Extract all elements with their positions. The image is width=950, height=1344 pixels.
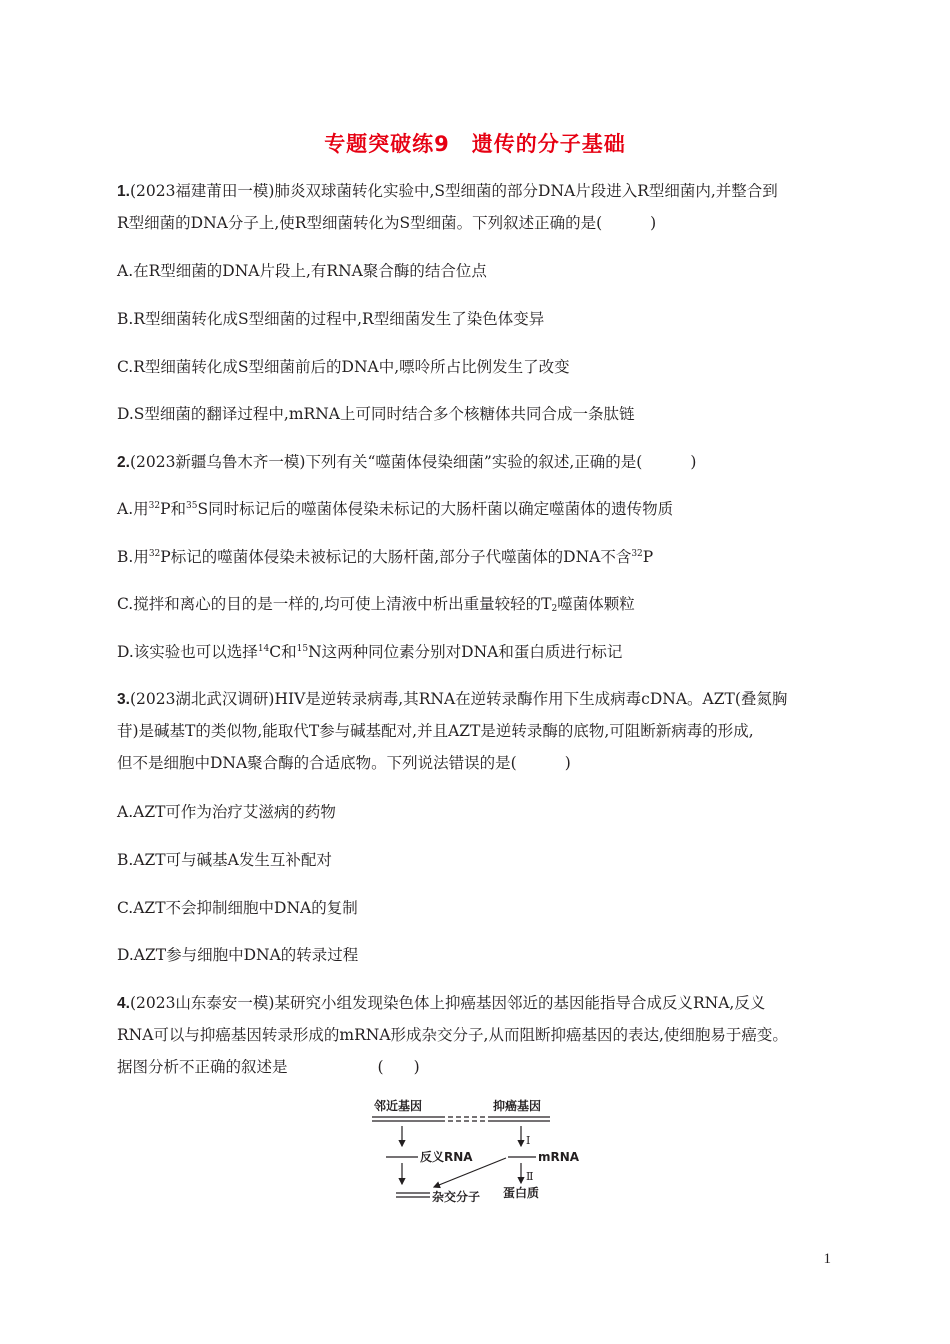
hybrid-molecule-label: 杂交分子	[432, 1190, 481, 1204]
protein-label: 蛋白质	[503, 1186, 540, 1200]
question-1-number: 1.	[117, 183, 130, 200]
question-3-line-1	[117, 689, 787, 710]
question-2-option-a: A.用$^{32}$P和$^{35}$S同时标记后的噬菌体侵染未标记的大肠杆菌以确定噬菌体的遗传物质	[117, 500, 674, 518]
question-2-line-1	[117, 452, 696, 473]
question-3-line-2: 苷)是碱基T的类似物,能取代T参与碱基配对,并且AZT是逆转录酶的底物,可阻断新病毒的形成,	[117, 722, 754, 740]
question-3-option-b: B.AZT可与碱基A发生互补配对	[117, 851, 332, 869]
question-1-option-b: B.R型细菌转化成S型细菌的过程中,R型细菌发生了染色体变异	[117, 310, 545, 328]
question-3-option-d: D.AZT参与细胞中DNA的转录过程	[117, 946, 359, 964]
question-2-option-c: C.搅拌和离心的目的是一样的,均可使上清液中析出重量较轻的$T_2$噬菌体颗粒	[117, 595, 635, 614]
question-2-option-b: B.用$^{32}$P标记的噬菌体侵染未被标记的大肠杆菌,部分子代噬菌体的DNA不含$^{32}$P	[117, 548, 654, 566]
question-1-option-d: D.S型细菌的翻译过程中,mRNA上可同时结合多个核糖体共同合成一条肽链	[117, 405, 635, 423]
question-3-number: 3.	[117, 691, 130, 708]
question-1-text: (2023福建莆田一模)肺炎双球菌转化实验中,S型细菌的部分DNA片段进入R型细菌内,并整合到	[129, 182, 778, 200]
question-1-line-1	[117, 181, 778, 202]
question-4-text: (2023山东泰安一模)某研究小组发现染色体上抑癌基因邻近的基因能指导合成反义RNA,反义	[129, 994, 766, 1012]
step-2-label: Ⅱ	[526, 1170, 534, 1183]
question-2-number: 2.	[117, 454, 130, 471]
question-1-option-a: A.在R型细菌的DNA片段上,有RNA聚合酶的结合位点	[117, 262, 487, 280]
question-3-option-c: C.AZT不会抑制细胞中DNA的复制	[117, 899, 358, 917]
question-4-line-2: RNA可以与抑癌基因转录形成的mRNA形成杂交分子,从而阻断抑癌基因的表达,使细胞易于癌变。	[117, 1026, 788, 1044]
page-number: 1	[823, 1251, 831, 1267]
question-4-line-1	[117, 993, 765, 1014]
question-3-text: (2023湖北武汉调研)HIV是逆转录病毒,其RNA在逆转录酶作用下生成病毒cDNA。AZT(叠氮胸	[129, 690, 788, 708]
step-1-label: Ⅰ	[526, 1134, 531, 1147]
answer-bracket-close: )	[690, 453, 697, 471]
question-4-number: 4.	[117, 995, 130, 1012]
question-4-line-3: 据图分析不正确的叙述是 ( )	[117, 1058, 420, 1076]
answer-bracket-open: (	[377, 1058, 384, 1076]
question-1-text-2: R型细菌的DNA分子上,使R型细菌转化为S型细菌。下列叙述正确的是(	[117, 214, 603, 232]
suppressor-gene-label: 抑癌基因	[493, 1099, 542, 1113]
mrna-label: mRNA	[538, 1150, 580, 1164]
answer-bracket-close: )	[564, 754, 571, 772]
question-1-line-2	[117, 213, 656, 233]
question-3-option-a: A.AZT可作为治疗艾滋病的药物	[117, 803, 336, 821]
question-1-option-c: C.R型细菌转化成S型细菌前后的DNA中,嘌呤所占比例发生了改变	[117, 358, 570, 376]
answer-bracket-close: )	[413, 1058, 420, 1076]
gene-expression-diagram	[368, 1096, 588, 1206]
question-2-option-d: D.该实验也可以选择$^{14}$C和$^{15}$N这两种同位素分别对DNA和蛋白质进行标记	[117, 643, 623, 661]
question-3-line-3: 但不是细胞中DNA聚合酶的合适底物。下列说法错误的是( )	[117, 754, 571, 772]
answer-bracket-close: )	[650, 214, 657, 232]
neighbor-gene-label: 邻近基因	[374, 1099, 423, 1113]
antisense-rna-label: 反义RNA	[420, 1150, 473, 1164]
page-title: 专题突破练9 遗传的分子基础	[324, 132, 626, 156]
question-2-text: (2023新疆乌鲁木齐一模)下列有关“噬菌体侵染细菌”实验的叙述,正确的是(	[129, 453, 643, 471]
